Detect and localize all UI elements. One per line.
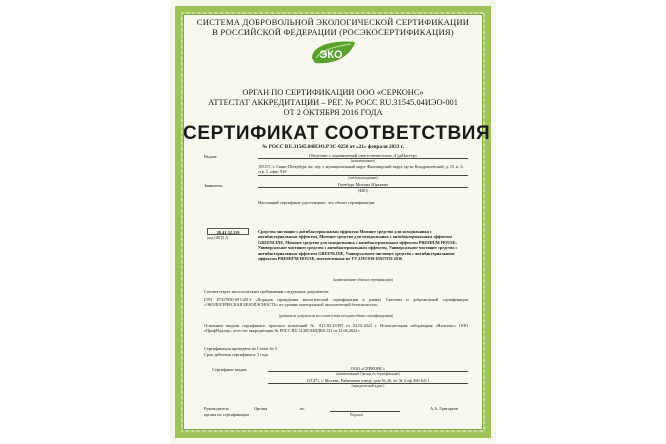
issued-label: Выдан: [204,154,218,159]
issuer-label: Сертификат выдан: [212,367,248,372]
okpd-code-caption: (код ОКПД 2) [207,236,229,240]
certificate-title: СЕРТИФИКАТ СООТВЕТСТВИЯ [183,123,491,144]
certificate-number: № РОСС RU.31545.04ИЭО.РЭС-0256 от «21» февраля 2023 г. [262,144,404,150]
standard-text: СТО 87417850-001-2013 «Порядок проведения экологической сертификации в рамках Системы и добровольной сертификации «ЭКОЛОГИЧЕСКАЯ БЕЗОПАСНОСТЬ» по уровню интегральной экологической безопасности» [204,297,468,308]
scheme-line2: Срок действия сертификата: 3 года [204,352,269,357]
issued-address: 195197, г. Санкт-Петербург, вн. тер. г. муниципальный округ Финляндский округ, пр-кт Кондратьевский, д. 15, к. 5, стр. 1, офис 916 [258,164,468,176]
eco-logo [307,38,359,68]
issuer-name: ООО «СЕРКОНС» [268,366,468,372]
issuer-address-caption: (юридический адрес) [351,384,385,388]
signature-role-line2: органа по сертификации [204,412,249,417]
basis-text: Основание выдачи сертификата: протокол испытаний № 012-02-23-ВТ от 02.02.2023 г. Испытательная лаборатория «Вэлитекс» ООО «ПрофНадзор», аттестат аккредитации № РОСС RU.31485.04ИДК0.121 от 22.06.2022 г. [204,323,468,334]
conformity-text: Соответствует экологическим требованиям следующих документов: [204,289,330,294]
issuer-address: 121471, г. Москва, Рябиновая улица, дом № 26, эт. 3т 2 оф 206 Б/б 1 [268,378,468,384]
system-title-line2: В РОССИЙСКОЙ ФЕДЕРАЦИИ (РОСЭКОСЕРТИФИКАЦИЯ) [212,27,454,37]
signature-po: по [300,406,305,411]
certification-body-line: ОРГАН ПО СЕРТИФИКАЦИИ ООО «СЕРКОНС» [242,88,424,97]
issued-address-caption: (местонахождение) [348,176,378,180]
accreditation-date: ОТ 2 ОКТЯБРЯ 2016 ГОДА [283,108,383,117]
signature-organ: Органа [254,406,268,411]
eco-logo-text: ЭКО [319,49,343,61]
applicant-label: Заявитель: [204,183,224,188]
applicant-value: Гинзбург Михаил Юрьевич [258,182,468,188]
signature-role-line1: Руководитель [204,406,229,411]
applicant-caption: (ФИО) [357,189,369,193]
signature-name: А.А. Григорьев [430,406,458,411]
system-title-line1: СИСТЕМА ДОБРОВОЛЬНОЙ ЭКОЛОГИЧЕСКОЙ СЕРТИФИКАЦИИ [196,17,470,27]
product-caption: (наименование объекта сертификации) [333,278,393,282]
signature-line [330,411,400,412]
issued-value: Общество с ограниченной ответственностью «ГудМастер» [258,153,468,159]
signature-caption: Подпись [350,413,364,417]
confirm-text: Настоящий сертификат удостоверяет, что объект сертификации: [258,200,376,205]
okpd-code-box: 20.41.32.119 [207,228,249,235]
standard-caption: (реквизиты документов на соответствие которым объект сертифицирован) [279,314,393,318]
product-description: Средства чистящие с антибактериальным эффектом Моющее средство для холодильника с антибактериальным эффектом, Моющее средство для холодильника с антибактериальным эффектом GREENLINE, Моющее средство для холодильника с антибактериальным эффектом PREMIUM HOUSE; Универсальное чистящее средство с антибактериальным эффектом, Универсальное чистящее средство с антибактериальным эффектом GREENLINE, Универсальное чистящее средство с антибактериальным эффектом PREMIUM HOUSE, изготовленные по ТУ 2383-018-65917376-2016 [258,229,458,262]
issued-caption: (наименование) [350,159,376,163]
scheme-line1: Сертификация проведена по Схеме № 5 [204,346,277,351]
accreditation-line: АТТЕСТАТ АККРЕДИТАЦИИ – РЕГ. № РОСС RU.31545.04ИЭО-001 [208,98,458,107]
issuer-name-caption: (наименование Органа по сертификации) [336,372,400,376]
